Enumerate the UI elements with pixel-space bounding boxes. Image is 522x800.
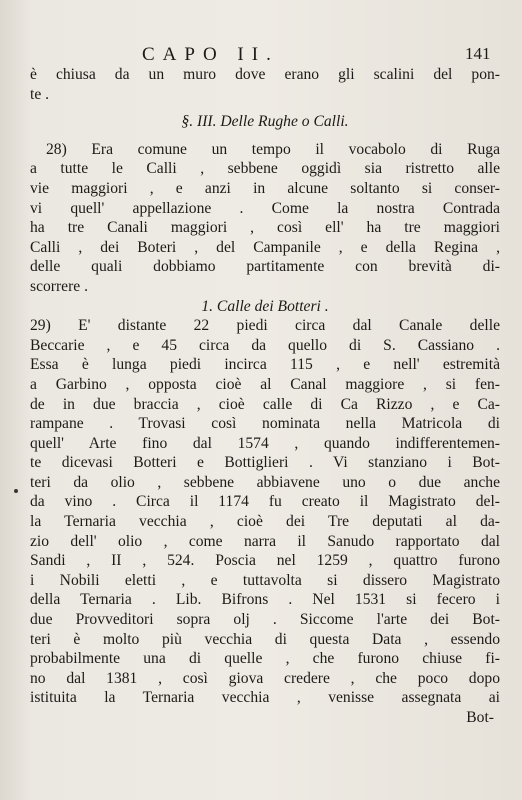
text-line: da vino . Circa il 1174 fu creato il Magistrato del- bbox=[30, 493, 500, 511]
text-line: 28) Era comune un tempo il vocabolo di Ruga bbox=[46, 140, 500, 158]
text-line: rampane . Trovasi così nominata nella Matricola di bbox=[30, 415, 500, 433]
text-line: Calli , dei Boteri , del Campanile , e della Regina , bbox=[30, 238, 500, 256]
text-line: de in due braccia , cioè calle di Ca Rizzo , e Ca- bbox=[30, 395, 500, 413]
catchword: Bot- bbox=[466, 709, 494, 726]
text-line: quell' Arte fino dal 1574 , quando indifferentemen- bbox=[30, 434, 500, 452]
text-line: Beccarie , e 45 circa da quello di S. Cassiano . bbox=[30, 336, 500, 354]
text-line: delle quali dobbiamo partitamente con brevità di- bbox=[30, 258, 500, 276]
text-line: vie maggiori , e anzi in alcune soltanto si conser- bbox=[30, 179, 500, 197]
text-line: zio dell' olio , come narra il Sanudo rapportato dal bbox=[30, 532, 500, 550]
body-text bbox=[30, 65, 500, 728]
paragraph-gap bbox=[30, 104, 500, 112]
text-line: la Ternaria vecchia , cioè dei Tre deputati al da- bbox=[30, 513, 500, 531]
text-line: a tutte le Calli , sebbene oggidì sia ristretto alle bbox=[30, 160, 500, 178]
text-line: 29) E' distante 22 piedi circa dal Canale delle bbox=[30, 317, 500, 335]
text-line: scorrere . bbox=[30, 277, 89, 295]
running-title: CAPO II. bbox=[142, 44, 279, 65]
text-line: Sandi , II , 524. Poscia nel 1259 , quattro furono bbox=[30, 552, 500, 570]
margin-mark bbox=[14, 489, 18, 493]
text-line: no dal 1381 , così giova credere , che poco dopo bbox=[30, 669, 500, 687]
text-line: teri da olio , sebbene abbiavene uno o due anche bbox=[30, 473, 500, 491]
text-line: della Ternaria . Lib. Bifrons . Nel 1531 si fecero i bbox=[30, 591, 500, 609]
text-line: probabilmente una di quelle , che furono chiuse fi- bbox=[30, 650, 500, 668]
text-line: istituita la Ternaria vecchia , venisse assegnata ai bbox=[30, 689, 500, 707]
text-line: Essa è lunga piedi incirca 115 , e nell' estremità bbox=[30, 356, 500, 374]
paragraph-gap bbox=[30, 132, 500, 140]
text-line: vi quell' appellazione . Come la nostra Contrada bbox=[30, 199, 500, 217]
text-line: §. III. Delle Rughe o Calli. bbox=[181, 113, 349, 131]
text-line: due Provveditori sopra olj . Siccome l'arte dei Bot- bbox=[30, 611, 500, 629]
text-line: è chiusa da un muro dove erano gli scalini del pon- bbox=[30, 66, 500, 83]
text-line: teri è molto più vecchia di questa Data , essendo bbox=[30, 630, 500, 648]
text-line: te . bbox=[30, 85, 50, 103]
text-line: a Garbino , opposta cioè al Canal maggiore , si fen- bbox=[30, 375, 500, 393]
text-line: ha tre Canali maggiori , così ell' ha tre maggiori bbox=[30, 219, 500, 237]
page-number: 141 bbox=[465, 44, 491, 63]
text-line: i Nobili eletti , e tuttavolta si dissero Magistrato bbox=[30, 571, 500, 589]
text-line: te dicevasi Botteri e Bottiglieri . Vi stanziano i Bot- bbox=[30, 454, 500, 472]
text-line: 1. Calle dei Botteri . bbox=[201, 297, 329, 315]
